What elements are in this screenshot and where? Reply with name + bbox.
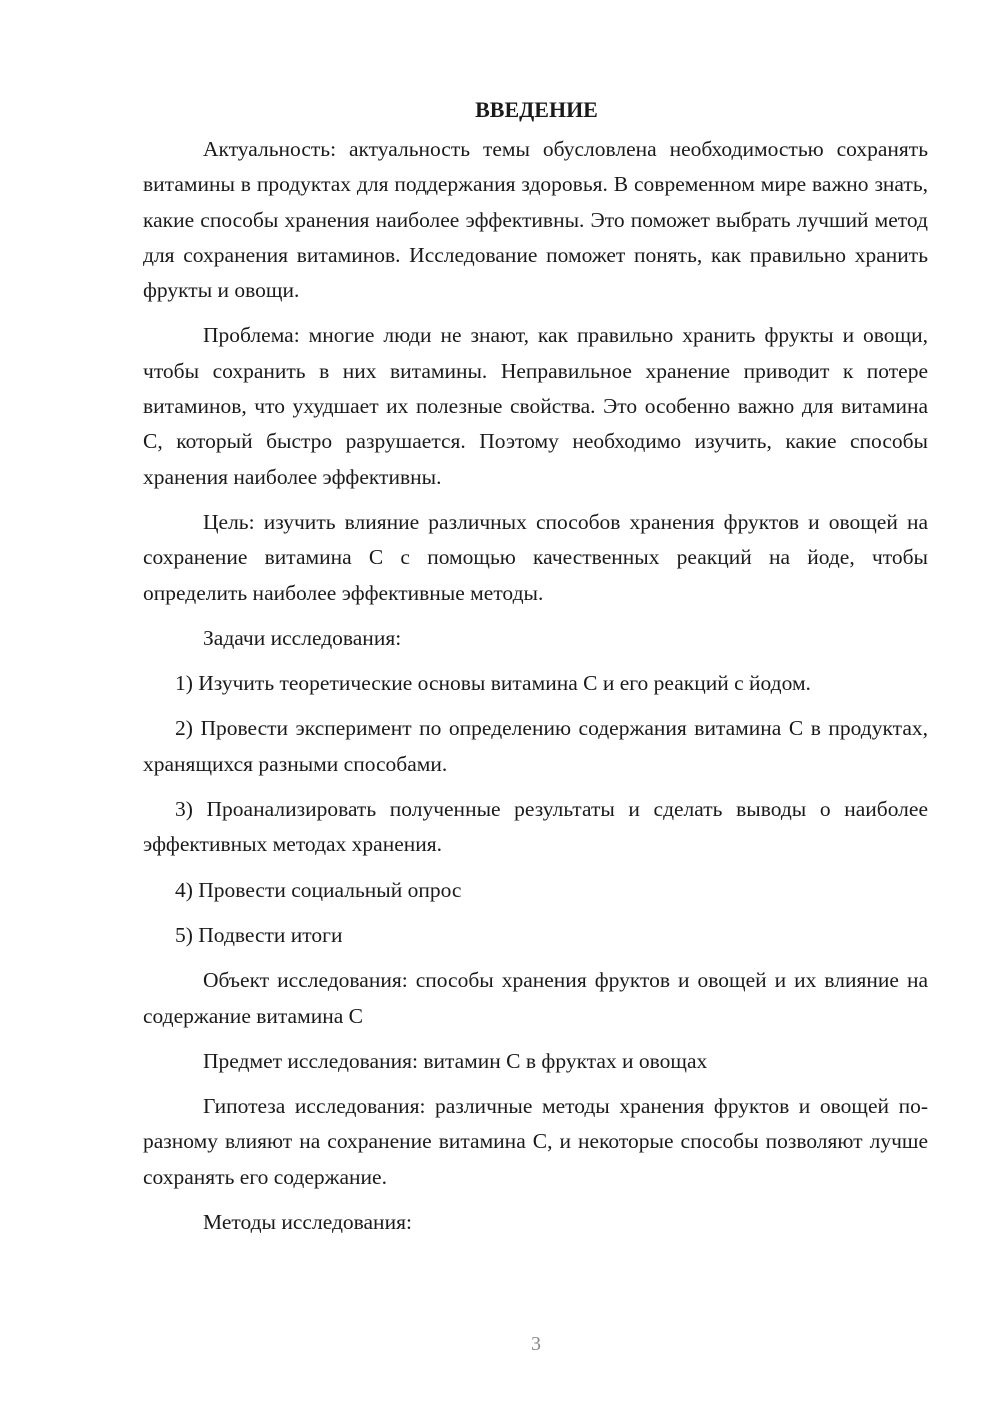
relevance-paragraph: Актуальность: актуальность темы обусловлена необходимостью сохранять витамины в продуктах для поддержания здоровья. В современном мире важно знать, какие способы хранения наиболее эффективны. Это поможет выбрать лучший метод для сохранения витаминов. Исследование поможет понять, как правильно хранить фрукты и овощи. bbox=[143, 137, 928, 303]
goal-paragraph: Цель: изучить влияние различных способов хранения фруктов и овощей на сохранение витамина С с помощью качественных реакций на йоде, чтобы определить наиболее эффективные методы. bbox=[143, 509, 928, 605]
methods-label: Методы исследования: bbox=[203, 1210, 412, 1235]
tasks-label: Задачи исследования: bbox=[203, 625, 402, 650]
task-item-5: 5) Подвести итоги bbox=[175, 922, 343, 947]
subject-paragraph: Предмет исследования: витамин С в фруктах и овощах bbox=[203, 1048, 708, 1073]
task-item-1: 1) Изучить теоретические основы витамина С и его реакций с йодом. bbox=[175, 671, 811, 696]
page-number: 3 bbox=[531, 1333, 541, 1355]
problem-paragraph: Проблема: многие люди не знают, как правильно хранить фрукты и овощи, чтобы сохранить в них витамины. Неправильное хранение приводит к потере витаминов, что ухудшает их полезные свойства. Это особенно важно для витамина С, который быстро разрушается. Поэтому необходимо изучить, какие способы хранения наиболее эффективны. bbox=[143, 323, 928, 489]
hypothesis-paragraph: Гипотеза исследования: различные методы хранения фруктов и овощей по-разному влияют на сохранение витамина С, и некоторые способы позволяют лучше сохранять его содержание. bbox=[143, 1094, 928, 1189]
task-item-3: 3) Проанализировать полученные результаты и сделать выводы о наиболее эффективных методах хранения. bbox=[143, 797, 928, 857]
object-paragraph: Объект исследования: способы хранения фруктов и овощей и их влияние на содержание витамина С bbox=[143, 968, 928, 1028]
task-item-2: 2) Провести эксперимент по определению содержания витамина С в продуктах, хранящихся разными способами. bbox=[143, 716, 928, 776]
task-item-4: 4) Провести социальный опрос bbox=[175, 877, 462, 902]
page-title: ВВЕДЕНИЕ bbox=[475, 97, 598, 122]
document-page bbox=[143, 92, 928, 1240]
